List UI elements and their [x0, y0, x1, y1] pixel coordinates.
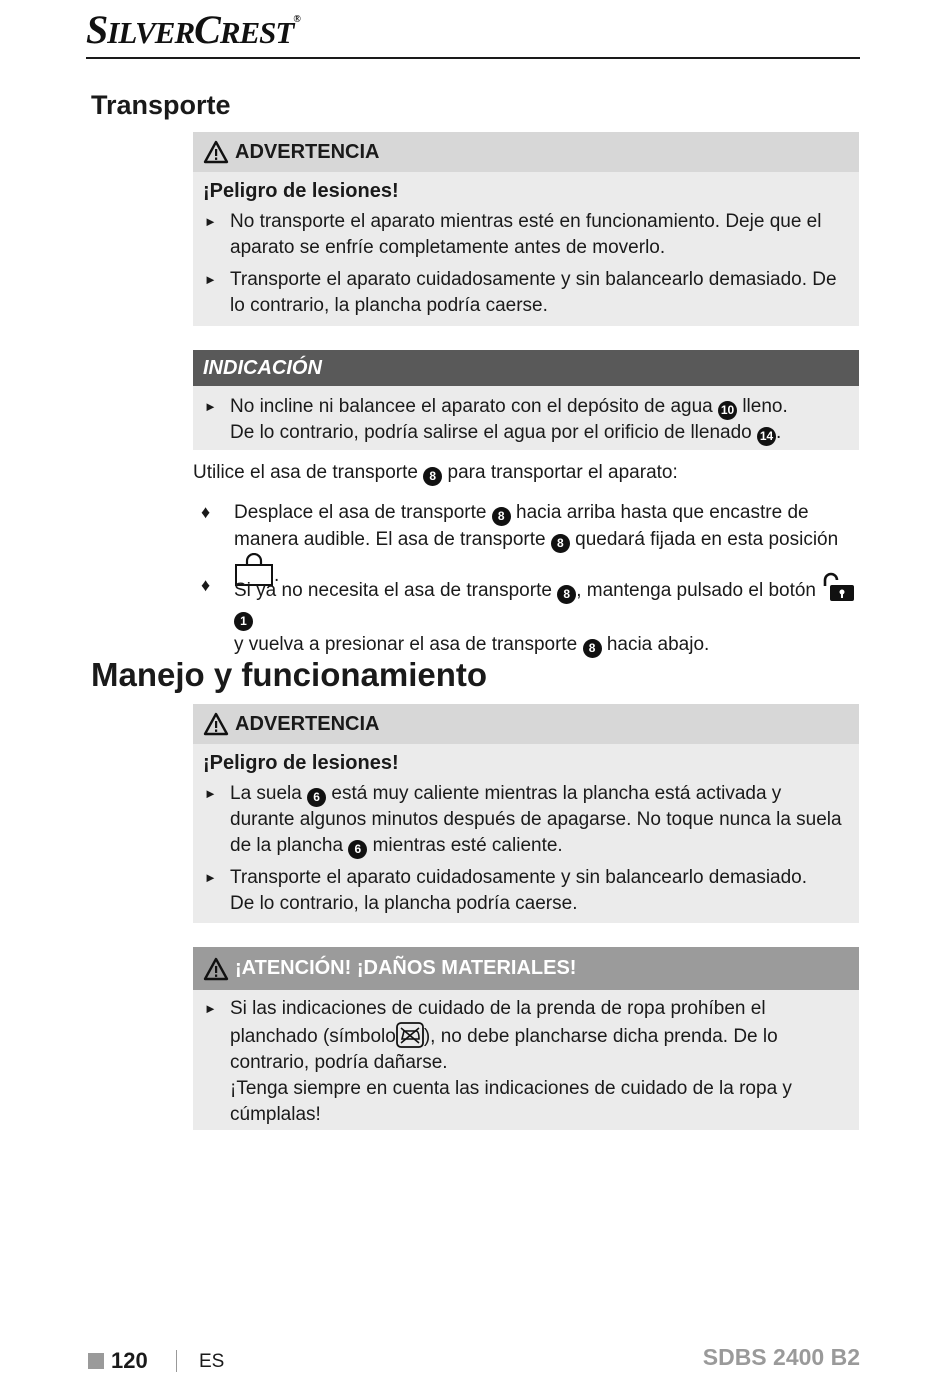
part-number-badge: 6 — [307, 788, 326, 807]
warning-header — [193, 132, 859, 172]
attention-title: ¡ATENCIÓN! ¡DAÑOS MATERIALES! — [235, 957, 577, 979]
note-title: INDICACIÓN — [203, 356, 322, 379]
intro-paragraph — [193, 460, 678, 486]
list-item-text: mientras esté caliente. — [372, 835, 563, 856]
footer-square — [88, 1353, 104, 1369]
arrow-bullet-icon: ► — [204, 272, 217, 287]
warning-triangle-icon — [203, 957, 229, 981]
warning-header — [193, 704, 859, 744]
list-item-text: No incline ni balancee el aparato con el depósito de agua — [230, 396, 713, 417]
unlock-icon — [821, 572, 857, 602]
list-item-text: De lo contrario, podría salirse el agua por el orificio de llenado — [230, 422, 752, 443]
warning-title: ADVERTENCIA — [235, 712, 380, 735]
diamond-bullet-icon: ♦ — [201, 502, 211, 522]
arrow-bullet-icon: ► — [204, 1001, 217, 1016]
warning-box-transporte — [193, 132, 859, 326]
para-text: Utilice el asa de transporte — [193, 462, 418, 483]
list-item — [193, 781, 859, 859]
warning-subtitle: ¡Peligro de lesiones! — [203, 752, 399, 774]
step-text: quedará fijada en esta posición — [575, 529, 839, 550]
step-text: Si ya no necesita el asa de transporte — [234, 580, 552, 601]
step-text: . — [274, 565, 280, 586]
section-title-transporte: Transporte — [91, 90, 231, 120]
arrow-bullet-icon: ► — [204, 214, 217, 229]
list-item-text: Si las indicaciones de cuidado de la prenda de ropa prohíben el planchado (símbolo — [230, 998, 766, 1047]
note-header — [193, 350, 859, 386]
list-item — [193, 394, 859, 446]
para-text: para transportar el aparato: — [447, 462, 678, 483]
part-number-badge: 8 — [492, 507, 511, 526]
logo-letter: C — [194, 7, 220, 52]
step-text: hacia abajo. — [606, 634, 710, 655]
registered-mark: ® — [293, 14, 300, 25]
list-item-text: De lo contrario, la plancha podría caerse. — [230, 893, 578, 914]
warning-triangle-icon — [203, 140, 229, 164]
list-item-text: Transporte el aparato cuidadosamente y sin balancearlo demasiado. — [230, 867, 808, 888]
warning-triangle-icon — [203, 712, 229, 736]
step-item — [199, 572, 859, 658]
part-number-badge: 8 — [583, 639, 602, 658]
list-item-text: lleno. — [742, 396, 788, 417]
model-number: SDBS 2400 B2 — [702, 1344, 860, 1370]
no-ironing-symbol-icon — [396, 1022, 424, 1048]
page-number: 120 — [111, 1348, 148, 1373]
header-rule — [86, 57, 860, 59]
list-item-text: está muy caliente mientras la plancha está activada y durante algunos minutos después de apagarse. No toque nunca la suela de la plancha — [230, 783, 842, 856]
warning-title: ADVERTENCIA — [235, 140, 380, 163]
warning-box-manejo — [193, 704, 859, 923]
step-text: , mantenga pulsado el botón — [576, 580, 816, 601]
step-text: y vuelva a presionar el asa de transporte — [234, 634, 578, 655]
arrow-bullet-icon: ► — [204, 399, 217, 414]
attention-header — [193, 947, 859, 990]
arrow-bullet-icon: ► — [204, 870, 217, 885]
logo-letter: S — [86, 7, 108, 52]
part-number-badge: 8 — [423, 467, 442, 486]
logo-text: ILVER — [107, 15, 195, 50]
diamond-bullet-icon: ♦ — [201, 575, 211, 595]
attention-box — [193, 947, 859, 1130]
list-item — [193, 209, 859, 261]
note-box — [193, 350, 859, 450]
part-number-badge: 6 — [348, 840, 367, 859]
part-number-badge: 1 — [234, 612, 253, 631]
part-number-badge: 10 — [718, 401, 737, 420]
list-item-text: ), no debe plancharse dicha prenda. De lo contrario, podría dañarse. — [230, 1026, 778, 1073]
list-item — [193, 996, 859, 1128]
arrow-bullet-icon: ► — [204, 786, 217, 801]
part-number-badge: 14 — [757, 427, 776, 446]
step-text: hacia arriba hasta que encastre de manera audible. El asa de transporte — [234, 502, 809, 550]
brand-logo — [86, 6, 300, 53]
step-text: Desplace el asa de transporte — [234, 502, 487, 523]
list-item-text: Transporte el aparato cuidadosamente y sin balancearlo demasiado. De lo contrario, la plancha podría caerse. — [230, 269, 837, 316]
list-item-text: La suela — [230, 783, 302, 804]
language-code: ES — [199, 1351, 225, 1372]
list-item — [193, 267, 859, 319]
logo-text: REST — [219, 15, 294, 50]
list-item-text: . — [776, 422, 782, 443]
list-item-text: No transporte el aparato mientras esté en funcionamiento. Deje que el aparato se enfríe completamente antes de moverlo. — [230, 211, 822, 258]
list-item-text: ¡Tenga siempre en cuenta las indicaciones de cuidado de la ropa y cúmplalas! — [230, 1078, 792, 1125]
section-title-manejo: Manejo y funcionamiento — [91, 656, 488, 693]
footer-divider — [176, 1350, 177, 1372]
part-number-badge: 8 — [551, 534, 570, 553]
warning-subtitle: ¡Peligro de lesiones! — [203, 180, 399, 202]
list-item — [193, 865, 859, 917]
part-number-badge: 8 — [557, 585, 576, 604]
